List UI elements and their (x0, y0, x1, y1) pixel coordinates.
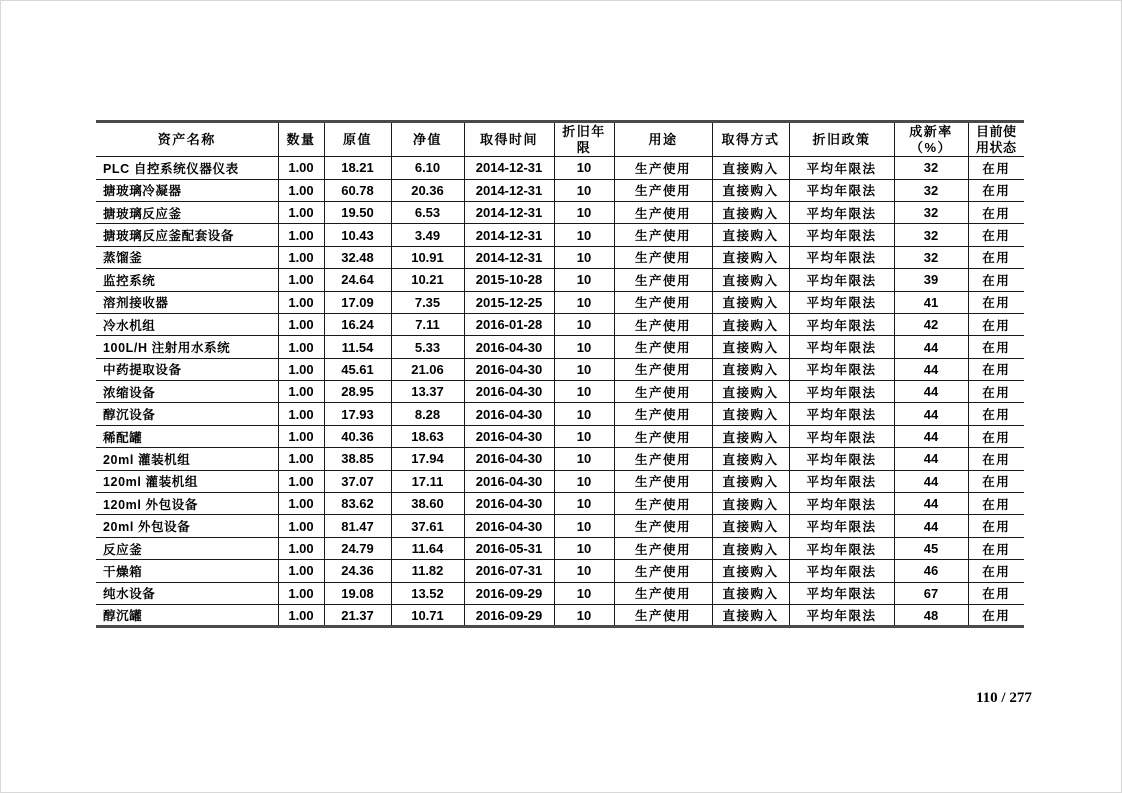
cell: 在用 (968, 515, 1024, 537)
cell: 16.24 (324, 313, 391, 335)
table-row (96, 470, 1024, 492)
cell: 醇沉罐 (96, 605, 278, 627)
cell: 7.35 (391, 291, 464, 313)
cell: 1.00 (278, 157, 324, 179)
table-row (96, 313, 1024, 335)
cell: 2016-04-30 (464, 470, 554, 492)
cell: 38.60 (391, 493, 464, 515)
cell: 44 (894, 403, 968, 425)
table-row (96, 560, 1024, 582)
cell: 32 (894, 157, 968, 179)
cell: 1.00 (278, 493, 324, 515)
cell: 10 (554, 336, 614, 358)
cell: 生产使用 (614, 403, 712, 425)
cell: 直接购入 (712, 313, 789, 335)
cell: 21.06 (391, 358, 464, 380)
cell: 1.00 (278, 336, 324, 358)
cell: 在用 (968, 291, 1024, 313)
cell: 1.00 (278, 269, 324, 291)
cell: 平均年限法 (789, 515, 894, 537)
cell: 10.71 (391, 605, 464, 627)
cell: 在用 (968, 224, 1024, 246)
cell: 在用 (968, 269, 1024, 291)
cell: 44 (894, 448, 968, 470)
cell: 2016-04-30 (464, 448, 554, 470)
cell: 45 (894, 537, 968, 559)
cell: 10.43 (324, 224, 391, 246)
cell: 7.11 (391, 313, 464, 335)
cell: 平均年限法 (789, 336, 894, 358)
column-header-10: 目前使用状态 (968, 122, 1024, 157)
cell: 2016-07-31 (464, 560, 554, 582)
cell: 2014-12-31 (464, 157, 554, 179)
cell: 24.64 (324, 269, 391, 291)
cell: 直接购入 (712, 560, 789, 582)
cell: 1.00 (278, 470, 324, 492)
cell: 10.91 (391, 246, 464, 268)
cell: 10 (554, 493, 614, 515)
cell: 10 (554, 269, 614, 291)
cell: 1.00 (278, 515, 324, 537)
cell: 44 (894, 470, 968, 492)
cell: 10 (554, 403, 614, 425)
cell: 2016-05-31 (464, 537, 554, 559)
cell: 生产使用 (614, 425, 712, 447)
page-number: 110 / 277 (976, 690, 1032, 706)
cell: 19.08 (324, 582, 391, 604)
cell: 直接购入 (712, 493, 789, 515)
cell: PLC 自控系统仪器仪表 (96, 157, 278, 179)
cell: 在用 (968, 493, 1024, 515)
cell: 生产使用 (614, 179, 712, 201)
cell: 直接购入 (712, 605, 789, 627)
cell: 平均年限法 (789, 403, 894, 425)
cell: 1.00 (278, 582, 324, 604)
cell: 10.21 (391, 269, 464, 291)
cell: 1.00 (278, 179, 324, 201)
cell: 10 (554, 425, 614, 447)
cell: 2014-12-31 (464, 179, 554, 201)
cell: 20ml 外包设备 (96, 515, 278, 537)
cell: 2016-04-30 (464, 425, 554, 447)
cell: 19.50 (324, 201, 391, 223)
cell: 41 (894, 291, 968, 313)
cell: 搪玻璃反应釜 (96, 201, 278, 223)
column-header-4: 取得时间 (464, 122, 554, 157)
cell: 平均年限法 (789, 605, 894, 627)
cell: 生产使用 (614, 470, 712, 492)
cell: 13.52 (391, 582, 464, 604)
cell: 平均年限法 (789, 157, 894, 179)
cell: 1.00 (278, 358, 324, 380)
cell: 平均年限法 (789, 246, 894, 268)
cell: 平均年限法 (789, 470, 894, 492)
table-row (96, 358, 1024, 380)
cell: 32 (894, 179, 968, 201)
cell: 平均年限法 (789, 358, 894, 380)
cell: 在用 (968, 605, 1024, 627)
cell: 生产使用 (614, 224, 712, 246)
cell: 46 (894, 560, 968, 582)
cell: 2016-09-29 (464, 582, 554, 604)
cell: 10 (554, 470, 614, 492)
cell: 28.95 (324, 381, 391, 403)
cell: 1.00 (278, 403, 324, 425)
cell: 44 (894, 515, 968, 537)
cell: 在用 (968, 336, 1024, 358)
cell: 直接购入 (712, 201, 789, 223)
cell: 冷水机组 (96, 313, 278, 335)
cell: 1.00 (278, 201, 324, 223)
cell: 在用 (968, 537, 1024, 559)
cell: 在用 (968, 313, 1024, 335)
asset-table (96, 120, 1024, 628)
cell: 44 (894, 336, 968, 358)
cell: 醇沉设备 (96, 403, 278, 425)
cell: 直接购入 (712, 403, 789, 425)
cell: 20.36 (391, 179, 464, 201)
column-header-9: 成新率（%） (894, 122, 968, 157)
table-row (96, 179, 1024, 201)
cell: 24.79 (324, 537, 391, 559)
column-header-5: 折旧年限 (554, 122, 614, 157)
cell: 在用 (968, 448, 1024, 470)
table-row (96, 201, 1024, 223)
cell: 生产使用 (614, 493, 712, 515)
cell: 2016-04-30 (464, 381, 554, 403)
cell: 10 (554, 157, 614, 179)
cell: 在用 (968, 246, 1024, 268)
cell: 42 (894, 313, 968, 335)
cell: 在用 (968, 179, 1024, 201)
cell: 在用 (968, 560, 1024, 582)
cell: 2016-01-28 (464, 313, 554, 335)
cell: 17.11 (391, 470, 464, 492)
cell: 反应釜 (96, 537, 278, 559)
cell: 32 (894, 246, 968, 268)
cell: 10 (554, 179, 614, 201)
cell: 直接购入 (712, 448, 789, 470)
cell: 生产使用 (614, 291, 712, 313)
table-row (96, 291, 1024, 313)
cell: 搪玻璃反应釜配套设备 (96, 224, 278, 246)
cell: 45.61 (324, 358, 391, 380)
cell: 直接购入 (712, 470, 789, 492)
cell: 直接购入 (712, 515, 789, 537)
cell: 直接购入 (712, 246, 789, 268)
cell: 平均年限法 (789, 313, 894, 335)
cell: 直接购入 (712, 269, 789, 291)
cell: 浓缩设备 (96, 381, 278, 403)
table-row (96, 448, 1024, 470)
cell: 监控系统 (96, 269, 278, 291)
cell: 6.10 (391, 157, 464, 179)
cell: 10 (554, 515, 614, 537)
cell: 直接购入 (712, 358, 789, 380)
cell: 2016-04-30 (464, 403, 554, 425)
cell: 40.36 (324, 425, 391, 447)
cell: 10 (554, 448, 614, 470)
cell: 平均年限法 (789, 448, 894, 470)
cell: 1.00 (278, 291, 324, 313)
cell: 1.00 (278, 605, 324, 627)
cell: 直接购入 (712, 336, 789, 358)
cell: 直接购入 (712, 425, 789, 447)
cell: 11.64 (391, 537, 464, 559)
cell: 21.37 (324, 605, 391, 627)
cell: 平均年限法 (789, 269, 894, 291)
cell: 直接购入 (712, 582, 789, 604)
header-row (96, 122, 1024, 157)
cell: 平均年限法 (789, 560, 894, 582)
cell: 44 (894, 425, 968, 447)
table-row (96, 425, 1024, 447)
cell: 83.62 (324, 493, 391, 515)
cell: 稀配罐 (96, 425, 278, 447)
asset-table-body (96, 157, 1024, 627)
cell: 生产使用 (614, 582, 712, 604)
cell: 直接购入 (712, 537, 789, 559)
cell: 生产使用 (614, 448, 712, 470)
cell: 44 (894, 358, 968, 380)
cell: 17.94 (391, 448, 464, 470)
asset-table-header (96, 122, 1024, 157)
cell: 2015-10-28 (464, 269, 554, 291)
column-header-6: 用途 (614, 122, 712, 157)
cell: 平均年限法 (789, 381, 894, 403)
cell: 120ml 灌装机组 (96, 470, 278, 492)
cell: 2016-04-30 (464, 493, 554, 515)
cell: 81.47 (324, 515, 391, 537)
cell: 32 (894, 224, 968, 246)
table-row (96, 269, 1024, 291)
cell: 直接购入 (712, 291, 789, 313)
table-row (96, 537, 1024, 559)
table-row (96, 381, 1024, 403)
cell: 生产使用 (614, 313, 712, 335)
cell: 11.82 (391, 560, 464, 582)
cell: 平均年限法 (789, 537, 894, 559)
cell: 37.07 (324, 470, 391, 492)
cell: 搪玻璃冷凝器 (96, 179, 278, 201)
cell: 1.00 (278, 425, 324, 447)
cell: 17.93 (324, 403, 391, 425)
cell: 2016-04-30 (464, 336, 554, 358)
cell: 48 (894, 605, 968, 627)
table-row (96, 403, 1024, 425)
cell: 在用 (968, 358, 1024, 380)
cell: 67 (894, 582, 968, 604)
cell: 38.85 (324, 448, 391, 470)
column-header-7: 取得方式 (712, 122, 789, 157)
cell: 10 (554, 582, 614, 604)
cell: 100L/H 注射用水系统 (96, 336, 278, 358)
cell: 生产使用 (614, 515, 712, 537)
cell: 生产使用 (614, 381, 712, 403)
cell: 生产使用 (614, 269, 712, 291)
cell: 10 (554, 560, 614, 582)
cell: 生产使用 (614, 157, 712, 179)
table-row (96, 224, 1024, 246)
cell: 在用 (968, 201, 1024, 223)
cell: 1.00 (278, 560, 324, 582)
cell: 120ml 外包设备 (96, 493, 278, 515)
cell: 60.78 (324, 179, 391, 201)
cell: 10 (554, 224, 614, 246)
cell: 1.00 (278, 224, 324, 246)
cell: 20ml 灌装机组 (96, 448, 278, 470)
cell: 18.63 (391, 425, 464, 447)
cell: 10 (554, 537, 614, 559)
cell: 2015-12-25 (464, 291, 554, 313)
column-header-0: 资产名称 (96, 122, 278, 157)
cell: 44 (894, 493, 968, 515)
cell: 直接购入 (712, 157, 789, 179)
cell: 18.21 (324, 157, 391, 179)
cell: 在用 (968, 470, 1024, 492)
cell: 生产使用 (614, 358, 712, 380)
cell: 纯水设备 (96, 582, 278, 604)
cell: 在用 (968, 403, 1024, 425)
cell: 10 (554, 313, 614, 335)
cell: 24.36 (324, 560, 391, 582)
cell: 蒸馏釜 (96, 246, 278, 268)
cell: 32.48 (324, 246, 391, 268)
table-row (96, 515, 1024, 537)
cell: 2014-12-31 (464, 201, 554, 223)
cell: 直接购入 (712, 224, 789, 246)
cell: 3.49 (391, 224, 464, 246)
cell: 在用 (968, 381, 1024, 403)
cell: 中药提取设备 (96, 358, 278, 380)
cell: 1.00 (278, 448, 324, 470)
cell: 1.00 (278, 313, 324, 335)
column-header-1: 数量 (278, 122, 324, 157)
cell: 10 (554, 358, 614, 380)
cell: 直接购入 (712, 179, 789, 201)
cell: 平均年限法 (789, 582, 894, 604)
table-row (96, 605, 1024, 627)
cell: 2016-09-29 (464, 605, 554, 627)
cell: 生产使用 (614, 336, 712, 358)
cell: 干燥箱 (96, 560, 278, 582)
cell: 平均年限法 (789, 224, 894, 246)
cell: 1.00 (278, 381, 324, 403)
cell: 在用 (968, 425, 1024, 447)
cell: 10 (554, 605, 614, 627)
cell: 溶剂接收器 (96, 291, 278, 313)
cell: 5.33 (391, 336, 464, 358)
cell: 在用 (968, 157, 1024, 179)
cell: 平均年限法 (789, 179, 894, 201)
column-header-3: 净值 (391, 122, 464, 157)
cell: 32 (894, 201, 968, 223)
cell: 11.54 (324, 336, 391, 358)
cell: 直接购入 (712, 381, 789, 403)
cell: 生产使用 (614, 537, 712, 559)
cell: 10 (554, 291, 614, 313)
cell: 平均年限法 (789, 201, 894, 223)
cell: 17.09 (324, 291, 391, 313)
cell: 2014-12-31 (464, 246, 554, 268)
cell: 6.53 (391, 201, 464, 223)
cell: 37.61 (391, 515, 464, 537)
cell: 39 (894, 269, 968, 291)
cell: 生产使用 (614, 605, 712, 627)
cell: 生产使用 (614, 201, 712, 223)
column-header-8: 折旧政策 (789, 122, 894, 157)
cell: 2014-12-31 (464, 224, 554, 246)
cell: 2016-04-30 (464, 358, 554, 380)
cell: 13.37 (391, 381, 464, 403)
cell: 10 (554, 201, 614, 223)
column-header-2: 原值 (324, 122, 391, 157)
cell: 在用 (968, 582, 1024, 604)
table-row (96, 336, 1024, 358)
cell: 生产使用 (614, 560, 712, 582)
cell: 平均年限法 (789, 291, 894, 313)
table-row (96, 493, 1024, 515)
table-row (96, 157, 1024, 179)
cell: 2016-04-30 (464, 515, 554, 537)
cell: 10 (554, 246, 614, 268)
table-row (96, 582, 1024, 604)
cell: 8.28 (391, 403, 464, 425)
cell: 44 (894, 381, 968, 403)
cell: 生产使用 (614, 246, 712, 268)
cell: 平均年限法 (789, 493, 894, 515)
cell: 10 (554, 381, 614, 403)
table-row (96, 246, 1024, 268)
cell: 1.00 (278, 246, 324, 268)
cell: 平均年限法 (789, 425, 894, 447)
cell: 1.00 (278, 537, 324, 559)
